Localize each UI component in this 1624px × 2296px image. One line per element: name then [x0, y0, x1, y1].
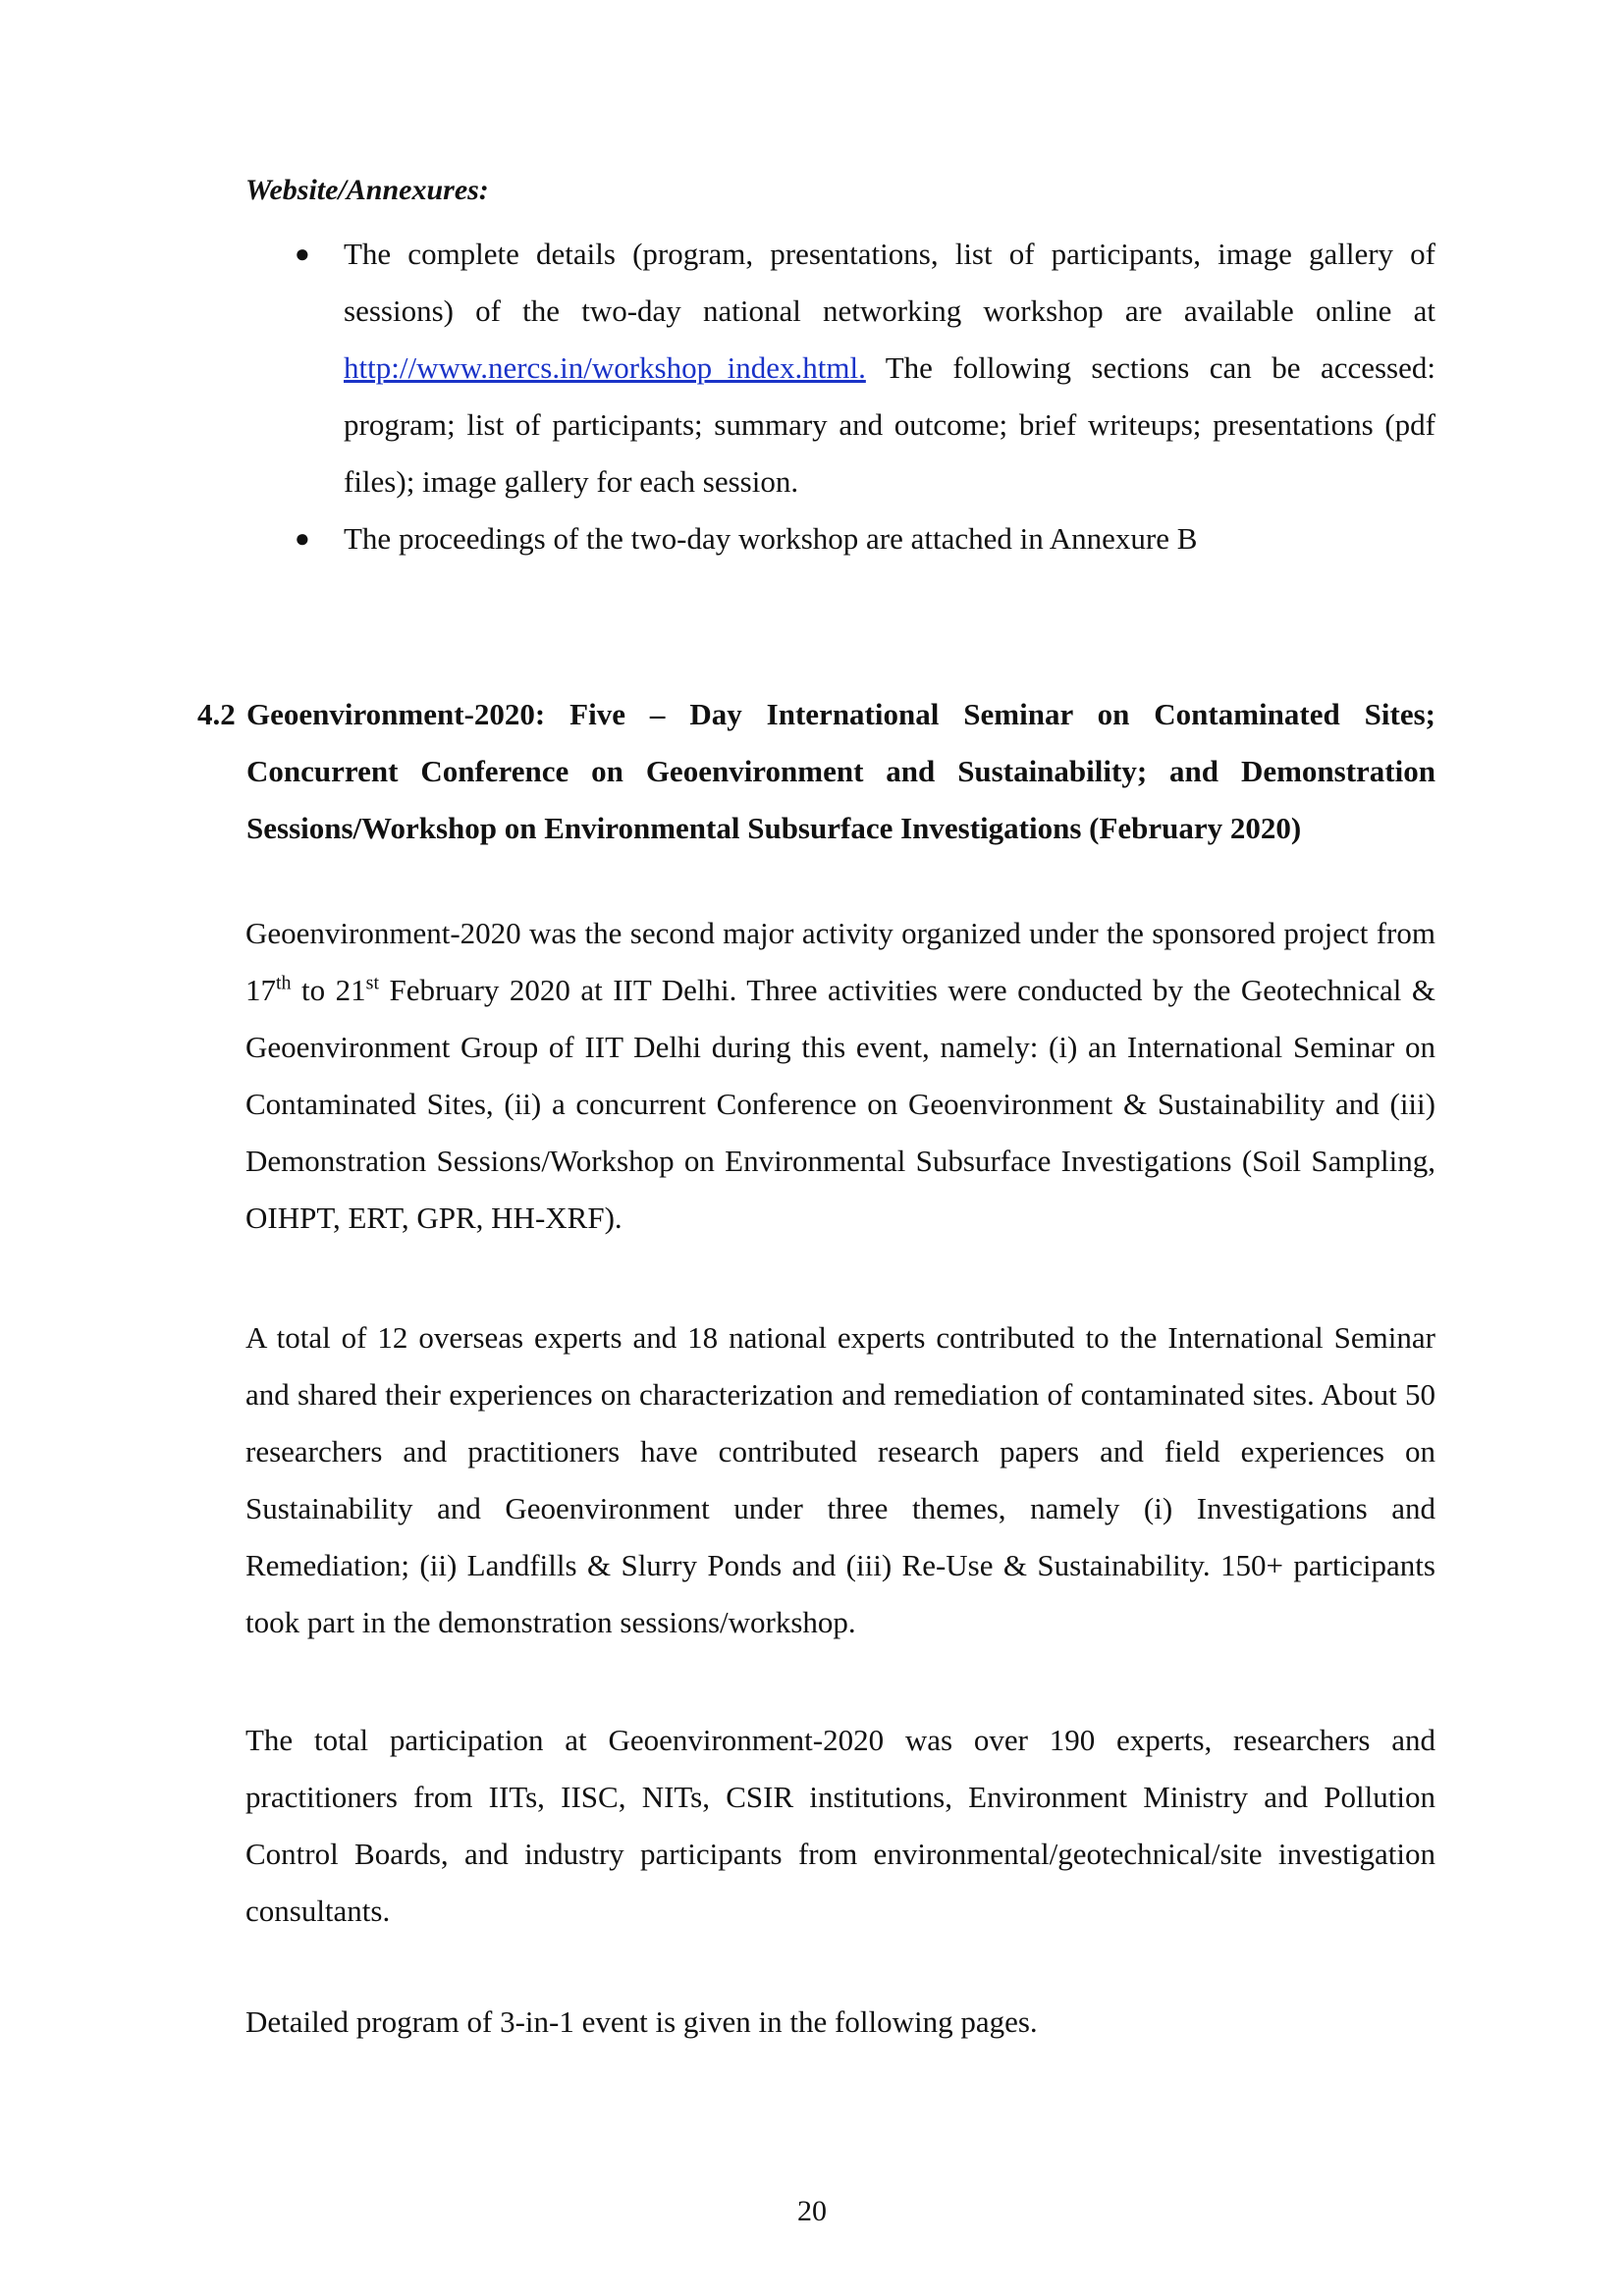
paragraph-overview: [245, 905, 1435, 1247]
bullet-proceedings: [245, 510, 1435, 567]
bullet-text-post-link: The following sections can be accessed: program; list of participants; summary and outcome; brief writeups; presentations (pdf files); image gallery for each session.: [344, 350, 1435, 499]
bullet-dot-icon: ●: [295, 524, 310, 553]
superscript-th: th: [276, 972, 292, 994]
workshop-index-link[interactable]: http://www.nercs.in/workshop_index.html.: [344, 350, 866, 385]
superscript-st: st: [365, 972, 379, 994]
paragraph-experts: A total of 12 overseas experts and 18 national experts contributed to the International Seminar and shared their experiences on characterization and remediation of contaminated sites. About 50 researchers and practitioners have contributed research papers and field experiences on Sustainability and Geoenvironment under three themes, namely (i) Investigations and Remediation; (ii) Landfills & Slurry Ponds and (iii) Re-Use & Sustainability. 150+ participants took part in the demonstration sessions/workshop.: [245, 1320, 1435, 1639]
paragraph-detailed-program: Detailed program of 3-in-1 event is given in the following pages.: [245, 2004, 1038, 2039]
bullet-text-pre-link: The complete details (program, presentations, list of participants, image gallery of sessions) of the two-day national networking workshop are available online at: [344, 237, 1435, 328]
paragraph-text: February 2020 at IIT Delhi. Three activities were conducted by the Geotechnical & Geoenvironment Group of IIT Delhi during this event, namely: (i) an International Seminar on Contaminated Sites, (ii) a concurrent Conference on Geoenvironment & Sustainability and (iii) Demonstration Sessions/Workshop on Environmental Subsurface Investigations (Soil Sampling, OIHPT, ERT, GPR, HH-XRF).: [245, 973, 1435, 1235]
website-bullet-list: [245, 226, 1435, 567]
paragraph-participation: The total participation at Geoenvironment-2020 was over 190 experts, researchers and practitioners from IITs, IISC, NITs, CSIR institutions, Environment Ministry and Pollution Control Boards, and industry participants from environmental/geotechnical/site investigation consultants.: [245, 1723, 1435, 1928]
bullet-dot-icon: ●: [295, 240, 310, 268]
paragraph-text: to 21: [291, 973, 366, 1007]
section-title: Geoenvironment-2020: Five – Day International Seminar on Contaminated Sites; Concurrent Conference on Geoenvironment and Sustainability; and Demonstration Sessions/Workshop on Environmental Subsurface Investigations (February 2020): [246, 697, 1435, 845]
bullet-online-details: [245, 226, 1435, 510]
bullet-text: The proceedings of the two-day workshop are attached in Annexure B: [344, 521, 1198, 556]
page-number: 20: [797, 2195, 827, 2227]
paragraph-text: Geoenvironment-2020 was the second major activity organized under the sponsored project from 17: [245, 916, 1435, 1007]
section-number: 4.2: [197, 697, 236, 731]
section-heading: [197, 686, 1435, 857]
website-annexures-heading: Website/Annexures:: [245, 174, 489, 206]
